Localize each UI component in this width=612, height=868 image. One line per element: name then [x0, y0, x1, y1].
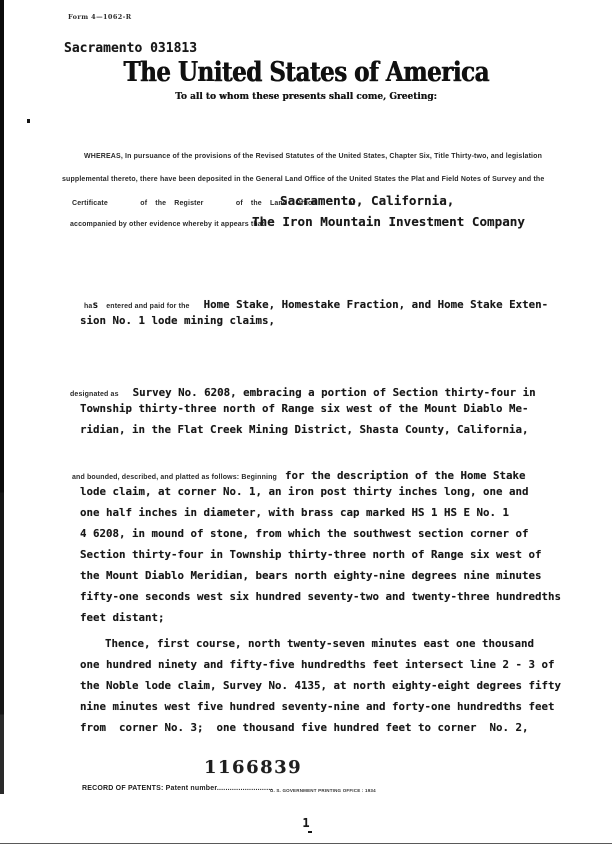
description-line: one half inches in diameter, with brass cap marked HS 1 HS E No. 1: [80, 506, 510, 519]
land-office-location: Sacramento, California,: [280, 193, 455, 208]
form-number: Form 4—1062-R: [68, 13, 132, 21]
survey-typed-line-2: Township thirty-three north of Range six west of the Mount Diablo Me-: [80, 402, 529, 415]
record-of-patents-label: RECORD OF PATENTS: Patent number: [82, 785, 217, 792]
whereas-line-1: WHEREAS, In pursuance of the provisions of the Revised Statutes of the United States, Chapter Six, Title Thirty-two, and legislation: [84, 153, 543, 160]
description-intro-line: [72, 466, 525, 484]
salutation-line: To all to whom these presents shall come, Greeting:: [175, 92, 437, 102]
document-title: The United States of America: [123, 56, 489, 88]
description-line: 4 6208, in mound of stone, from which the southwest section corner of: [80, 527, 529, 540]
course-line: one hundred ninety and fifty-five hundredths feet intersect line 2 - 3 of: [80, 658, 555, 671]
patentee-name: The Iron Mountain Investment Company: [252, 214, 525, 229]
entry-typed-s: s: [92, 300, 99, 311]
printing-office-imprint: U. S. GOVERNMENT PRINTING OFFICE : 1934: [270, 788, 376, 793]
description-label: and bounded, described, and platted as follows: Beginning: [72, 474, 277, 481]
survey-typed-line-3: ridian, in the Flat Creek Mining District, Shasta County, California,: [80, 423, 529, 436]
patent-number-stamp: 1166839: [204, 757, 303, 778]
survey-typed-line-1: Survey No. 6208, embracing a portion of Section thirty-four in: [132, 386, 536, 399]
course-line: Thence, first course, north twenty-seven minutes east one thousand: [105, 637, 535, 650]
course-line: nine minutes west five hundred seventy-nine and forty-one hundredths feet: [80, 700, 555, 713]
page-number: 1: [302, 816, 310, 830]
description-line: feet distant;: [80, 611, 165, 624]
designation-label: designated as: [70, 391, 119, 398]
claims-typed-line-1: Home Stake, Homestake Fraction, and Home Stake Exten-: [203, 298, 549, 311]
patentee-label: accompanied by other evidence whereby it appears that: [70, 221, 265, 228]
course-line: the Noble lode claim, Survey No. 4135, at north eighty-eight degrees fifty: [80, 679, 562, 692]
description-line: Section thirty-four in Township thirty-three north of Range six west of: [80, 548, 542, 561]
description-line: the Mount Diablo Meridian, bears north eighty-nine degrees nine minutes: [80, 569, 542, 582]
description-intro-typed: for the description of the Home Stake: [284, 469, 526, 482]
record-of-patents-line: [82, 777, 273, 795]
description-line: lode claim, at corner No. 1, an iron post thirty inches long, one and: [80, 485, 529, 498]
scan-edge-bottom: [0, 843, 612, 844]
entry-printed-a: ha: [84, 303, 93, 310]
scan-edge-left: [0, 0, 4, 794]
ink-speck: [308, 831, 312, 833]
entry-line-1: [84, 295, 548, 313]
course-line: from corner No. 3; one thousand five hundred feet to corner No. 2,: [80, 721, 529, 734]
whereas-line-2: supplemental thereto, there have been deposited in the General Land Office of the United States the Plat and Field Notes of Survey and the: [62, 176, 545, 183]
description-line: fifty-one seconds west six hundred seventy-two and twenty-three hundredths: [80, 590, 562, 603]
entry-printed-b: entered and paid for the: [106, 303, 190, 310]
ink-speck: [27, 119, 30, 123]
designation-line-1: [70, 383, 536, 401]
claims-typed-line-2: sion No. 1 lode mining claims,: [80, 314, 276, 327]
docket-number: Sacramento 031813: [64, 41, 198, 56]
leader-dots: ..........................: [216, 785, 273, 792]
certificate-office-label: Certificate of the Register of the Land Office at: [72, 200, 356, 207]
